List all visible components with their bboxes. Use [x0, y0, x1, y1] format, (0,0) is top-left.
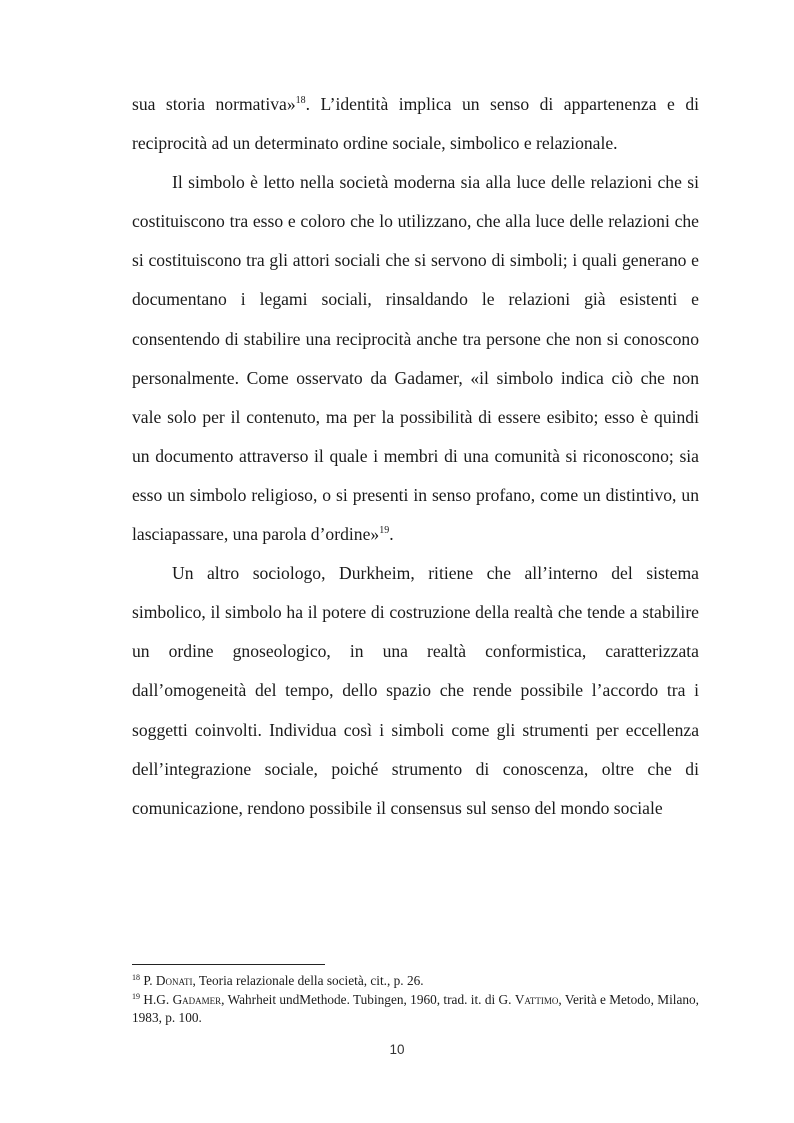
footnote-citation: , Teoria relazionale della società, cit., p. 26.: [192, 973, 424, 988]
paragraph-1-text-cont: . L’identità implica un senso di appartenenza e di reciprocità ad un determinato ordine sociale, simbolico e relazionale.: [132, 94, 699, 154]
footnote-18: [132, 972, 699, 991]
paragraph-1-text: sua storia normativa»: [132, 94, 296, 114]
footnote-author-name: Gadamer: [172, 991, 222, 1007]
footnote-author-initial: P.: [143, 973, 156, 988]
footnote-ref-19[interactable]: 19: [379, 525, 390, 537]
page-number: 10: [389, 1042, 405, 1057]
footnote-citation: , Wahrheit undMethode. Tubingen, 1960, trad. it. di G.: [221, 991, 515, 1007]
footnote-translator-name: Vattimo: [514, 991, 559, 1007]
footnote-citation-end: , Verità e Metodo, Milano, 1983, p. 100.: [132, 991, 699, 1025]
footnote-author-initial: H.G.: [143, 991, 173, 1007]
body-text: [132, 85, 699, 828]
footnote-number: 18: [132, 973, 140, 982]
paragraph-2: [132, 163, 699, 554]
paragraph-2-text: Il simbolo è letto nella società moderna sia alla luce delle relazioni che si costituiscono tra esso e coloro che lo utilizzano, che alla luce delle relazioni che si costituiscono tra gli attori sociali che si servono di simboli; i quali generano e documentano i legami sociali, rinsaldando le relazioni già esistenti e consentendo di stabilire una reciprocità anche tra persone che non si conoscono personalmente. Come osservato da Gadamer, «il simbolo indica ciò che non vale solo per il contenuto, ma per la possibilità di essere esibito; esso è quindi un documento attraverso il quale i membri di una comunità si riconoscono; sia esso un simbolo religioso, o si presenti in senso profano, come un distintivo, un lasciapassare, una parola d’ordine»: [132, 172, 699, 545]
footnote-number: 19: [132, 991, 140, 1001]
footnote-separator: [132, 964, 325, 965]
paragraph-2-text-end: .: [389, 524, 394, 545]
paragraph-3: Un altro sociologo, Durkheim, ritiene che all’interno del sistema simbolico, il simbolo ha il potere di costruzione della realtà che tende a stabilire un ordine gnoseologico, in una realtà conformistica, caratterizzata dall’omogeneità del tempo, dello spazio che rende possibile l’accordo tra i soggetti coinvolti. Individua così i simboli come gli strumenti per eccellenza dell’integrazione sociale, poiché strumento di conoscenza, oltre che di comunicazione, rendono possibile il consensus sul senso del mondo sociale: [132, 563, 699, 818]
footnote-author-name: Donati: [155, 973, 193, 988]
footnotes: [132, 972, 699, 1028]
paragraph-1: [132, 85, 699, 163]
footnote-ref-18[interactable]: 18: [295, 95, 306, 106]
footnote-19: [132, 991, 699, 1028]
